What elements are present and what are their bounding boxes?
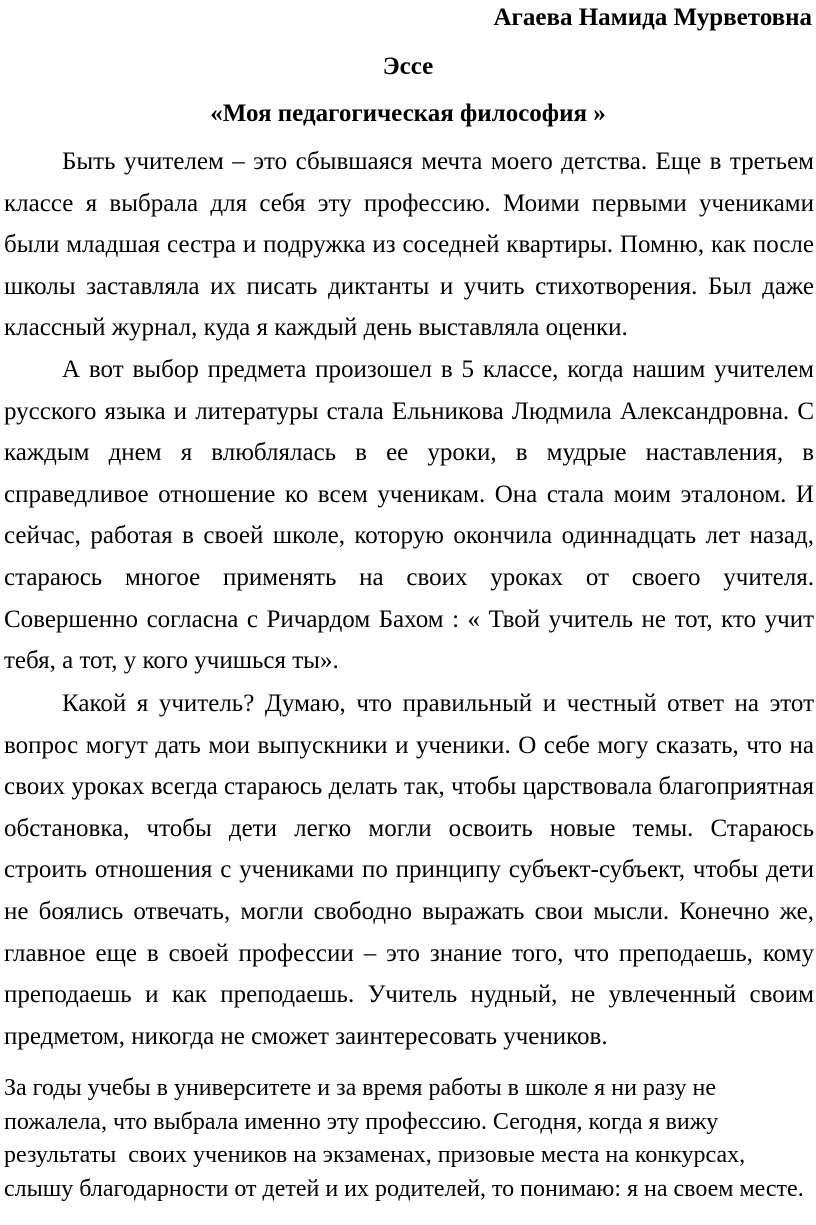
essay-title: «Моя педагогическая философия » [210,100,606,127]
essay-genre-heading: Эссе [382,53,434,80]
paragraph-1: Быть учителем – это сбывшаяся мечта моего детства. Еще в третьем классе я выбрала для себя эту профессию. Моими первыми учениками были младшая сестра и подружка из соседней квартиры. Помню, как после школы заставляла их писать диктанты и учить стихотворения. Был даже классный журнал, куда я каждый день выставляла оценки. [4,148,814,342]
paragraph-3: Какой я учитель? Думаю, что правильный и честный ответ на этот вопрос могут дать мои выпускники и ученики. О себе могу сказать, что на своих уроках всегда стараюсь делать так, чтобы царствовала благоприятная обстановка, чтобы дети легко могли освоить новые темы. Стараюсь строить отношения с учениками по принципу субъект-субъект, чтобы дети не боялись отвечать, могли свободно выражать свои мысли. Конечно же, главное еще в своей профессии – это знание того, что преподаешь, кому преподаешь и как преподаешь. Учитель нудный, не увлеченный своим предметом, никогда не сможет заинтересовать учеников. [4,690,814,1050]
paragraph-2: А вот выбор предмета произошел в 5 классе, когда нашим учителем русского языка и литературы стала Ельникова Людмила Александровна. С каждым днем я влюблялась в ее уроки, в мудрые наставления, в справедливое отношение ко всем ученикам. Она стала моим эталоном. И сейчас, работая в своей школе, которую окончила одиннадцать лет назад, стараюсь многое применять на своих уроках от своего учителя. Совершенно согласна с Ричардом Бахом : « Твой учитель не тот, кто учит тебя, а тот, у кого учишься ты». [4,356,814,675]
author-name: Агаева Намида Мурветовна [493,4,812,31]
paragraph-4: За годы учебы в университете и за время работы в школе я ни разу не пожалела, что выбрала именно эту профессию. Сегодня, когда я вижу результаты своих учеников на экзаменах, призовые места на конкурсах, слышу благодарности от детей и их родителей, то понимаю: я на своем месте. [4,1075,804,1202]
